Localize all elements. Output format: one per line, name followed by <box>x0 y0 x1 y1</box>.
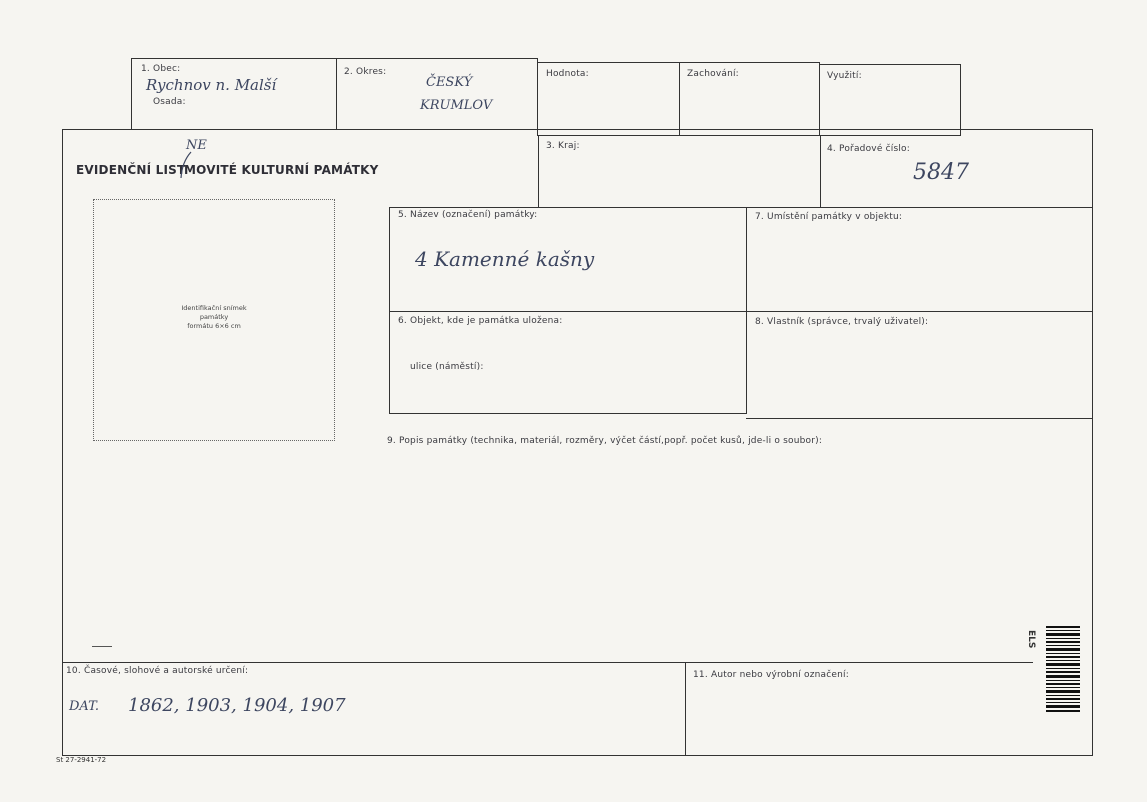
kraj-left-border <box>538 136 539 208</box>
casove-prefix: DAT. <box>69 699 99 714</box>
popis-label: 9. Popis památky (technika, materiál, rozměry, výčet částí,popř. počet kusů, jde-li o soubor): <box>387 436 823 446</box>
kraj-label: 3. Kraj: <box>546 141 580 151</box>
barcode-text: ELS <box>1026 630 1036 649</box>
okres-label: 2. Okres: <box>344 67 387 77</box>
poradove-label: 4. Pořadové číslo: <box>827 144 910 154</box>
margin-tick <box>92 646 112 647</box>
grid-middle-vertical <box>746 207 747 413</box>
osada-label: Osada: <box>153 97 186 107</box>
form-title-prefix: EVIDENČNÍ LIST <box>76 163 186 177</box>
umisteni-label: 7. Umístění památky v objektu: <box>755 212 903 222</box>
ulice-label: ulice (náměstí): <box>410 362 484 372</box>
zachovani-label: Zachování: <box>687 69 739 79</box>
barcode <box>1046 626 1080 714</box>
title-correction: NE <box>186 138 207 153</box>
vlastnik-label: 8. Vlastník (správce, trvalý uživatel): <box>755 317 929 327</box>
photo-placeholder <box>93 199 335 441</box>
bottom-section-top-line <box>62 662 1033 663</box>
nazev-value: 4 Kamenné kašny <box>415 247 595 271</box>
obec-label: 1. Obec: <box>141 64 181 74</box>
hodnota-label: Hodnota: <box>546 69 589 79</box>
form-code: St 27-2941-72 <box>56 756 107 764</box>
photo-caption-line2: památky <box>199 313 229 321</box>
form-title-suffix: MOVITÉ KULTURNÍ PAMÁTKY <box>184 163 379 177</box>
grid-bottom-line <box>389 413 747 414</box>
photo-caption <box>94 304 334 331</box>
vyziti-label: Využití: <box>827 71 862 81</box>
okres-value-line1: ČESKÝ <box>426 75 473 90</box>
title-correction-stroke <box>178 150 194 180</box>
casove-label: 10. Časové, slohové a autorské určení: <box>66 666 249 676</box>
photo-caption-line3: formátu 6×6 cm <box>187 322 241 330</box>
grid-middle-horizontal <box>389 311 1093 312</box>
grid-bottom-right-line <box>746 418 1093 419</box>
objekt-label: 6. Objekt, kde je památka uložena: <box>398 316 563 326</box>
poradove-value: 5847 <box>913 160 969 185</box>
casove-years: 1862, 1903, 1904, 1907 <box>128 695 346 716</box>
nazev-label: 5. Název (označení) památky: <box>398 210 538 220</box>
obec-value: Rychnov n. Malší <box>146 76 277 94</box>
grid-top-line <box>389 207 1093 208</box>
okres-value-line2: KRUMLOV <box>420 98 493 113</box>
bottom-section-divider <box>685 662 686 756</box>
autor-label: 11. Autor nebo výrobní označení: <box>693 670 849 680</box>
poradove-left-border <box>820 136 821 208</box>
grid-left-line <box>389 207 390 413</box>
photo-caption-line1: Identifikační snímek <box>181 304 247 312</box>
